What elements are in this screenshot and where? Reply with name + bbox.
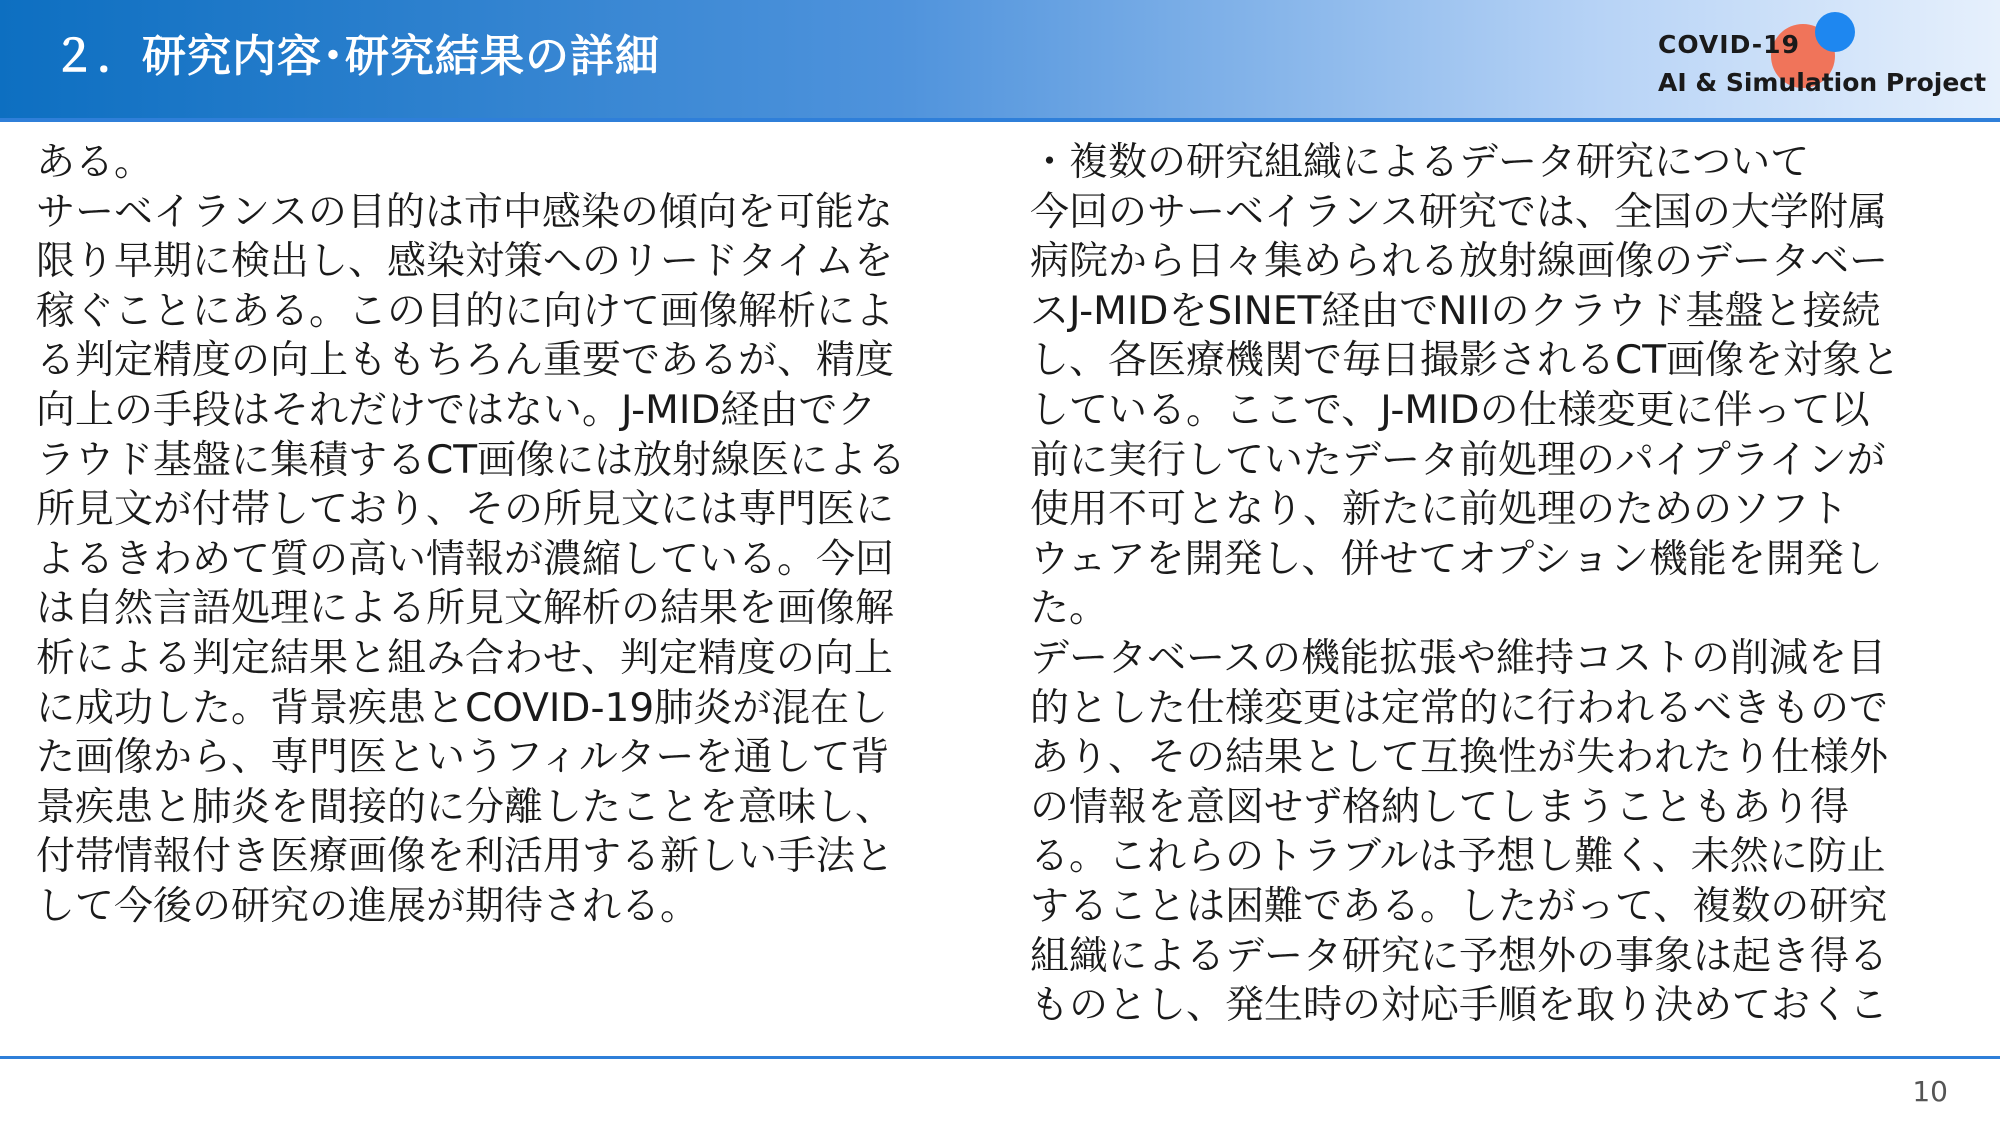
- text-line: に成功した。背景疾患とCOVID-19肺炎が混在し: [36, 685, 889, 731]
- text-line: は自然言語処理による所見文解析の結果を画像解: [36, 586, 895, 632]
- logo-blue-circle-icon: [1815, 12, 1855, 52]
- text-line: た。: [1030, 586, 1109, 632]
- text-line: サーベイランスの目的は市中感染の傾向を可能な: [36, 189, 893, 235]
- text-line: スJ-MIDをSINET経由でNIIのクラウド基盤と接続: [1030, 288, 1881, 334]
- text-line: 組織によるデータ研究に予想外の事象は起き得る: [1030, 933, 1889, 979]
- text-line: ウェアを開発し、併せてオプション機能を開発し: [1030, 536, 1883, 582]
- text-line: 使用不可となり、新たに前処理のためのソフト: [1030, 487, 1849, 533]
- text-line: し、各医療機関で毎日撮影されるCT画像を対象と: [1030, 338, 1901, 384]
- text-line: 向上の手段はそれだけではない。J-MID経由でク: [36, 387, 877, 433]
- text-line: よるきわめて質の高い情報が濃縮している。今回: [36, 536, 895, 582]
- text-line: 今回のサーベイランス研究では、全国の大学附属: [1030, 189, 1887, 235]
- text-line: ラウド基盤に集積するCT画像には放射線医による: [36, 437, 907, 483]
- text-line: る判定精度の向上ももちろん重要であるが、精度: [36, 338, 895, 384]
- project-logo: [1655, 10, 1995, 110]
- text-line: の情報を意図せず格納してしまうこともあり得: [1030, 784, 1850, 830]
- page-title: ２．研究内容･研究結果の詳細: [52, 31, 660, 82]
- text-line: ある。: [36, 140, 154, 185]
- text-line: 的とした仕様変更は定常的に行われるべきもので: [1030, 685, 1889, 731]
- text-line: 景疾患と肺炎を間接的に分離したことを意味し、: [36, 784, 895, 830]
- text-line: することは困難である。したがって、複数の研究: [1030, 883, 1888, 929]
- text-line: あり、その結果として互換性が失われたり仕様外: [1030, 735, 1889, 781]
- text-line: 析による判定結果と組み合わせ、判定精度の向上: [36, 635, 893, 681]
- left-column-text: [36, 138, 971, 932]
- text-line: データベースの機能拡張や維持コストの削減を目: [1030, 635, 1887, 681]
- text-line: 稼ぐことにある。この目的に向けて画像解析によ: [36, 288, 895, 334]
- text-line: た画像から、専門医というフィルターを通して背: [36, 735, 890, 781]
- text-line: ものとし、発生時の対応手順を取り決めておくこ: [1030, 983, 1889, 1029]
- text-line: 付帯情報付き医療画像を利活用する新しい手法と: [36, 834, 895, 880]
- page-number: 10: [1912, 1075, 1948, 1108]
- right-column-text: [1030, 138, 1965, 1031]
- logo-title: COVID-19: [1658, 30, 1800, 59]
- text-line: している。ここで、J-MIDの仕様変更に伴って以: [1030, 387, 1870, 433]
- text-line: 前に実行していたデータ前処理のパイプラインが: [1030, 437, 1886, 483]
- footer-divider: [0, 1056, 2000, 1059]
- text-line: して今後の研究の進展が期待される。: [36, 883, 700, 929]
- text-line: 病院から日々集められる放射線画像のデータベー: [1030, 239, 1889, 285]
- text-line: 限り早期に検出し、感染対策へのリードタイムを: [36, 239, 894, 285]
- logo-subtitle: AI & Simulation Project: [1658, 68, 1987, 97]
- text-line: る。これらのトラブルは予想し難く、未然に防止: [1030, 834, 1886, 880]
- text-line: 所見文が付帯しており、その所見文には専門医に: [36, 487, 895, 533]
- header-divider: [0, 118, 2000, 122]
- text-line: ・複数の研究組織によるデータ研究について: [1030, 140, 1810, 185]
